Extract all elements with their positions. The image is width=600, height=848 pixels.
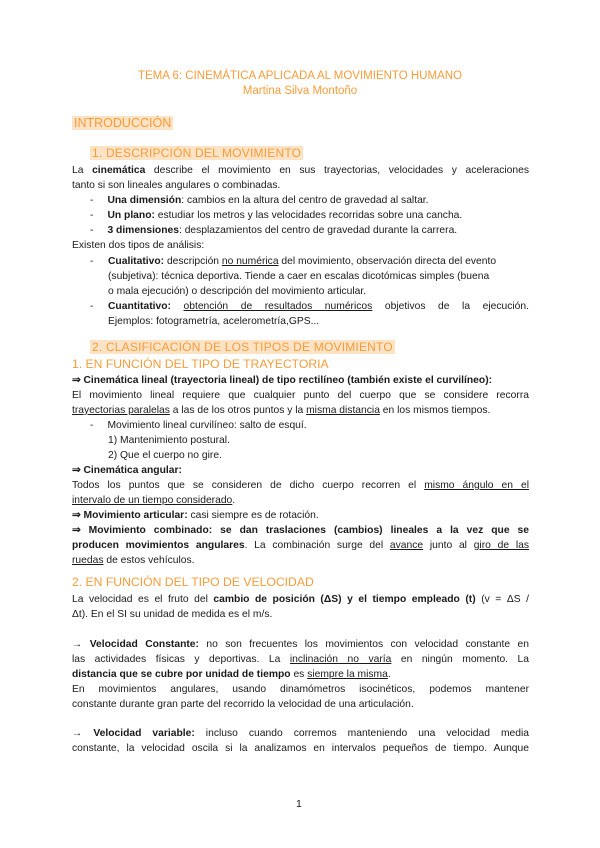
bullet-dash-1: - bbox=[90, 256, 94, 267]
analysis-intro: Existen dos tipos de análisis: bbox=[72, 240, 205, 251]
lineal-title: ⇒ Cinemática lineal (trayectoria lineal) de tipo rectilíneo (también existe el curvilíneo): bbox=[72, 375, 493, 386]
constante-line3: distancia que se cubre por unidad de tiempo es siempre la misma. bbox=[72, 669, 391, 680]
curvilineo-item: - Movimiento lineal curvilíneo: salto de esquí. bbox=[90, 420, 307, 431]
curvilineo-point-2: 2) Que el cuerpo no gire. bbox=[108, 450, 222, 461]
articular-line: ⇒ Movimiento articular: casi siempre es de rotación. bbox=[72, 510, 319, 521]
constante-line2: las actividades físicas y deportivas. La inclinación no varía en ningún momento. La bbox=[72, 654, 529, 665]
subsection2-heading: 2. EN FUNCIÓN DEL TIPO DE VELOCIDAD bbox=[72, 575, 314, 589]
cualitativo-line3: o mala ejecución) o descripción del movimiento articular. bbox=[108, 286, 367, 297]
variable-line2: constante, la velocidad oscila si la analizamos en intervalos pequeños de tiempo. Aunque bbox=[72, 743, 529, 754]
section1-heading: 1. DESCRIPCIÓN DEL MOVIMIENTO bbox=[92, 146, 302, 160]
cuantitativo-line1: Cuantitativo: obtención de resultados numéricos objetivos de la ejecución. bbox=[108, 301, 529, 312]
bullet-dimension: - Una dimensión: cambios en la altura del centro de gravedad al saltar. bbox=[90, 195, 429, 206]
cualitativo-line1: Cualitativo: descripción no numérica del movimiento, observación directa del evento bbox=[108, 256, 497, 267]
section1-paragraph-line2: tanto si son lineales angulares o combinadas. bbox=[72, 180, 281, 191]
document-title: TEMA 6: CINEMÁTICA APLICADA AL MOVIMIENTO HUMANO bbox=[138, 70, 462, 82]
variable-line1: → Velocidad variable: incluso cuando corremos manteniendo una velocidad media bbox=[72, 728, 529, 739]
subsection1-heading: 1. EN FUNCIÓN DEL TIPO DE TRAYECTORIA bbox=[72, 357, 329, 371]
combinado-line1: ⇒ Movimiento combinado: se dan traslaciones (cambios) lineales a la vez que se bbox=[72, 525, 529, 536]
bullet-dash-2: - bbox=[90, 301, 94, 312]
constante-line1: → Velocidad Constante: no son frecuentes los movimientos con velocidad constante en bbox=[72, 639, 529, 650]
cuantitativo-line2: Ejemplos: fotogrametría, acelerometría,GPS... bbox=[108, 316, 320, 327]
lineal-paragraph-line1: El movimiento lineal requiere que cualquier punto del cuerpo que se considere recorra bbox=[72, 390, 529, 401]
angulares-line1: En movimientos angulares, usando dinamómetros isocinéticos, podemos mantener bbox=[72, 684, 529, 695]
cualitativo-line2: (subjetiva): técnica deportiva. Tiende a caer en escalas dicotómicas simples (buena bbox=[108, 271, 490, 282]
bullet-plane: - Un plano: estudiar los metros y las velocidades recorridas sobre una cancha. bbox=[90, 210, 463, 221]
angulares-line2: constante durante gran parte del recorrido la velocidad de una articulación. bbox=[72, 699, 414, 710]
velocidad-line2: Δt). En el SI su unidad de medida es el m/s. bbox=[72, 609, 273, 620]
section1-paragraph: La cinemática describe el movimiento en sus trayectorias, velocidades y aceleraciones bbox=[72, 165, 529, 176]
bullet-3d: - 3 dimensiones: desplazamientos del centro de gravedad durante la carrera. bbox=[90, 225, 458, 236]
page-number: 1 bbox=[296, 798, 302, 810]
intro-heading: INTRODUCCIÓN bbox=[74, 116, 172, 130]
section2-heading: 2. CLASIFICACIÓN DE LOS TIPOS DE MOVIMIENTO bbox=[92, 340, 393, 354]
document-author: Martina Silva Montoño bbox=[242, 85, 358, 97]
combinado-line2: producen movimientos angulares. La combinación surge del avance junto al giro de las bbox=[72, 540, 529, 551]
lineal-paragraph-line2: trayectorias paralelas a las de los otros puntos y la misma distancia en los mismos tiempos. bbox=[72, 405, 491, 416]
angular-title: ⇒ Cinemática angular: bbox=[72, 465, 182, 476]
velocidad-line1: La velocidad es el fruto del cambio de posición (ΔS) y el tiempo empleado (t) (v = ΔS / bbox=[72, 594, 529, 605]
combinado-line3: ruedas de estos vehículos. bbox=[72, 555, 195, 566]
curvilineo-point-1: 1) Mantenimiento postural. bbox=[108, 435, 230, 446]
angular-paragraph-line1: Todos los puntos que se consideren de dicho cuerpo recorren el mismo ángulo en el bbox=[72, 480, 529, 491]
angular-paragraph-line2: intervalo de un tiempo considerado. bbox=[72, 495, 236, 506]
